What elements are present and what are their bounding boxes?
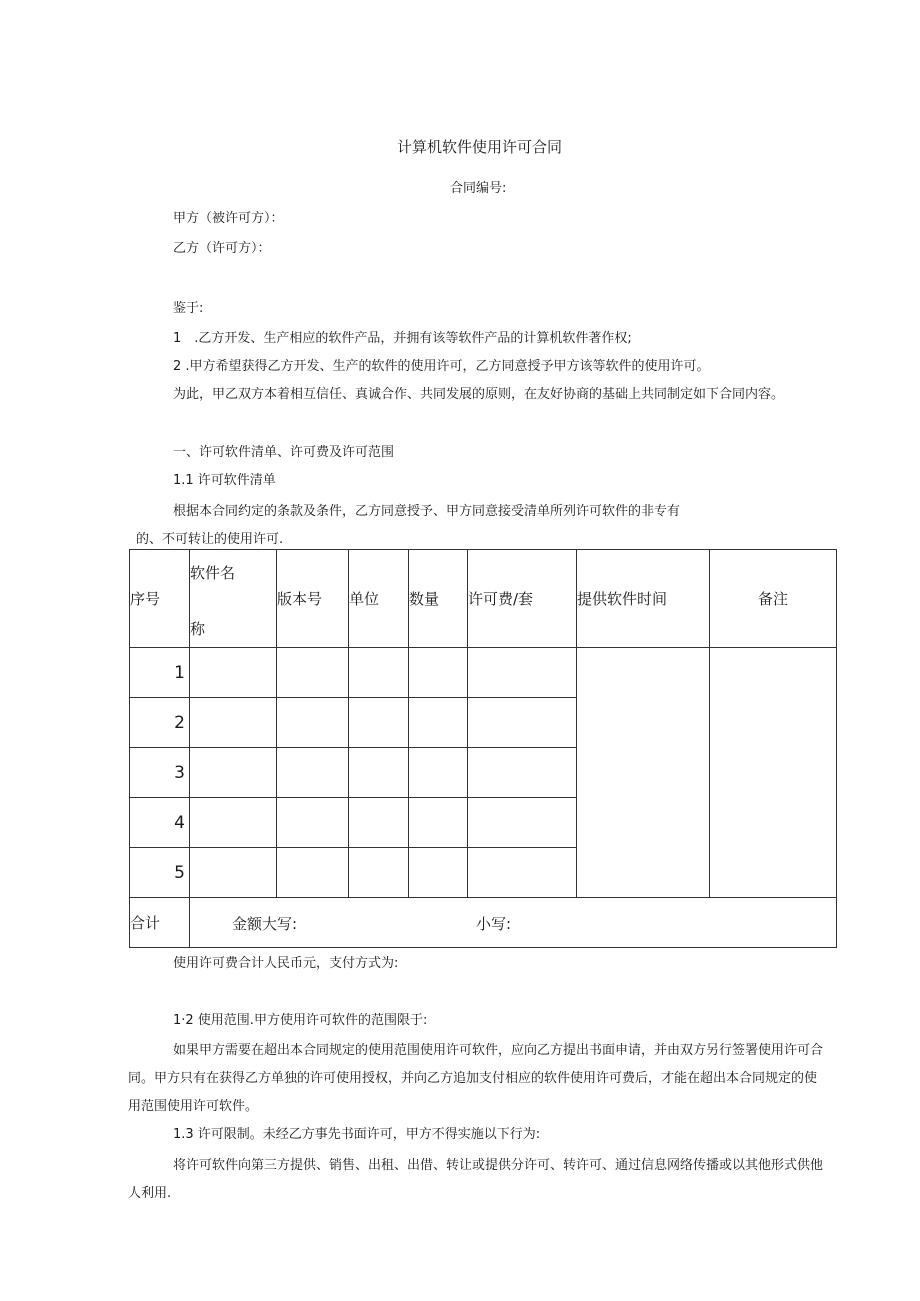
section-1-3-text-line-1: 将许可软件向第三方提供、销售、出租、出借、转让或提供分许可、转许可、通过信息网络传播或以其他形式供他 (173, 1158, 824, 1173)
cell-quantity[interactable] (409, 848, 468, 898)
row-seq: 3 (130, 748, 190, 798)
preamble-text: 为此，甲乙双方本着相互信任、真诚合作、共同发展的原则，在友好协商的基础上共同制定如下合同内容。 (173, 387, 785, 402)
header-quantity: 数量 (409, 550, 468, 648)
cell-software-name[interactable] (190, 748, 277, 798)
contract-number-label: 合同编号: (450, 181, 507, 196)
whereas-item-1: 1 .乙方开发、生产相应的软件产品，并拥有该等软件产品的计算机软件著作权; (173, 331, 632, 346)
amount-lower-label: 小写: (476, 915, 512, 933)
header-software-name (190, 550, 277, 648)
section-1-3-heading: 1.3 许可限制。未经乙方事先书面许可，甲方不得实施以下行为: (173, 1127, 541, 1142)
amount-upper-label: 金额大写: (232, 915, 298, 933)
party-b-label: 乙方（许可方）： (173, 241, 271, 256)
cell-software-name[interactable] (190, 848, 277, 898)
cell-fee[interactable] (468, 648, 577, 698)
section-1-1-text-line-1: 根据本合同约定的条款及条件，乙方同意授予、甲方同意接受清单所列许可软件的非专有 (173, 504, 681, 519)
row-seq: 1 (130, 648, 190, 698)
table-header-row (130, 550, 837, 648)
whereas-item-2: 2 .甲方希望获得乙方开发、生产的软件的使用许可，乙方同意授予甲方该等软件的使用许可。 (173, 359, 710, 374)
row-seq: 2 (130, 698, 190, 748)
header-software-name-line-1: 软件名 (190, 564, 236, 582)
cell-version[interactable] (277, 748, 349, 798)
row-seq: 5 (130, 848, 190, 898)
cell-fee[interactable] (468, 848, 577, 898)
header-software-name-line-2: 称 (190, 620, 206, 638)
party-a-label: 甲方（被许可方）： (173, 211, 284, 226)
cell-fee[interactable] (468, 698, 577, 748)
cell-version[interactable] (277, 698, 349, 748)
cell-quantity[interactable] (409, 748, 468, 798)
fee-total-text: 使用许可费合计人民币元，支付方式为: (173, 956, 399, 971)
section-1-3-text-line-2: 人利用. (128, 1186, 172, 1201)
license-software-table (129, 549, 837, 948)
section-1-2-text-line-1: 如果甲方需要在超出本合同规定的使用范围使用许可软件，应向乙方提出书面申请，并由双方另行签署使用许可合 (173, 1043, 824, 1058)
cell-version[interactable] (277, 798, 349, 848)
cell-software-name[interactable] (190, 798, 277, 848)
cell-version[interactable] (277, 848, 349, 898)
cell-version[interactable] (277, 648, 349, 698)
cell-unit[interactable] (349, 798, 409, 848)
total-label: 合计 (130, 898, 190, 948)
section-1-heading: 一、许可软件清单、许可费及许可范围 (173, 445, 395, 460)
cell-remarks[interactable] (710, 648, 837, 898)
section-1-2-text-line-2: 同。甲方只有在获得乙方单独的许可使用授权，并向乙方追加支付相应的软件使用许可费后，才能在超出本合同规定的使 (128, 1071, 818, 1086)
cell-delivery-time[interactable] (577, 648, 710, 898)
table-row (130, 648, 837, 698)
section-1-2-text-line-3: 用范围使用许可软件。 (128, 1099, 259, 1114)
total-amount-cell[interactable] (190, 898, 837, 948)
document-title: 计算机软件使用许可合同 (397, 138, 563, 156)
cell-software-name[interactable] (190, 648, 277, 698)
section-1-1-heading: 1.1 许可软件清单 (173, 473, 276, 488)
cell-unit[interactable] (349, 698, 409, 748)
cell-fee[interactable] (468, 798, 577, 848)
cell-quantity[interactable] (409, 698, 468, 748)
header-fee: 许可费/套 (468, 550, 577, 648)
cell-quantity[interactable] (409, 648, 468, 698)
whereas-label: 鉴于: (173, 301, 204, 316)
cell-quantity[interactable] (409, 798, 468, 848)
section-1-1-text-line-2: 的、不可转让的使用许可. (136, 532, 284, 547)
cell-unit[interactable] (349, 848, 409, 898)
cell-fee[interactable] (468, 748, 577, 798)
row-seq: 4 (130, 798, 190, 848)
header-seq: 序号 (130, 550, 190, 648)
table-total-row (130, 898, 837, 948)
header-version: 版本号 (277, 550, 349, 648)
header-unit: 单位 (349, 550, 409, 648)
section-1-2-heading: 1·2 使用范围.甲方使用许可软件的范围限于: (173, 1013, 428, 1028)
header-delivery-time: 提供软件时间 (577, 550, 710, 648)
cell-unit[interactable] (349, 748, 409, 798)
header-remarks: 备注 (710, 550, 837, 648)
cell-unit[interactable] (349, 648, 409, 698)
cell-software-name[interactable] (190, 698, 277, 748)
